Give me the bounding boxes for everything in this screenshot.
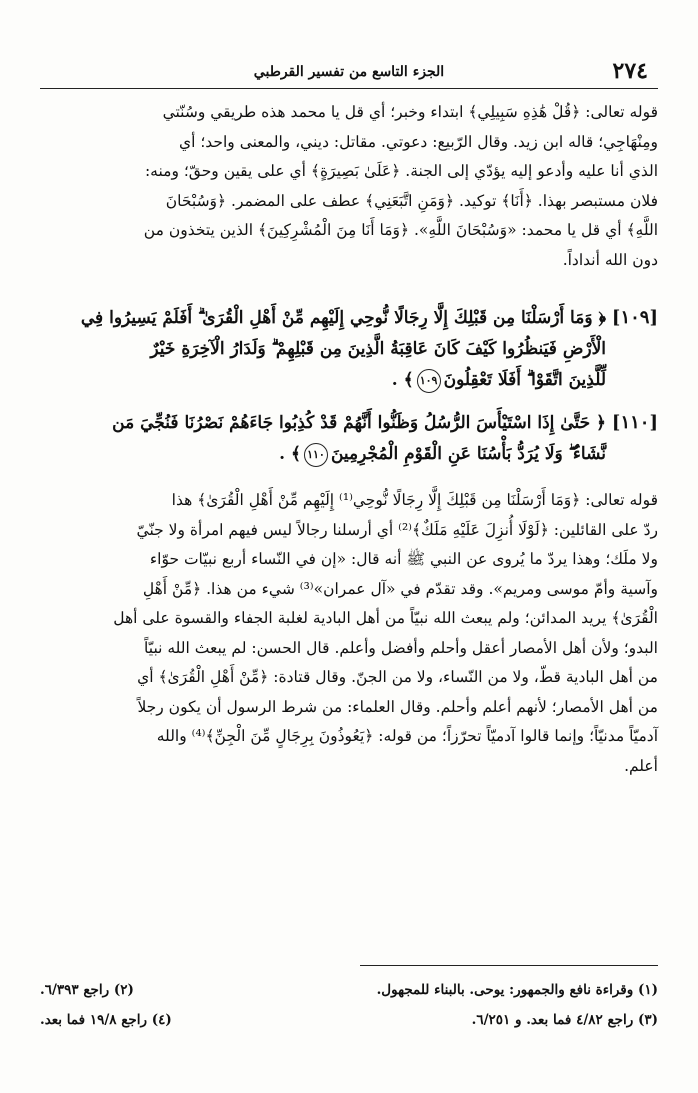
text-line: دون الله أنداداً.: [562, 250, 658, 269]
text-line: وآسية وأمّ موسى ومريم». وقد تقدّم في «آل عمران»⁽³⁾ شيء من هذا. ﴿مِّنْ أَهْلِ: [142, 579, 658, 598]
ayah-marker: ١٠٩: [417, 369, 441, 393]
footnote-2: (٢) راجع ٦/٣٩٣.: [40, 982, 134, 998]
verse-line: نَّشَاءُ ۖ وَلَا يُرَدُّ بَأْسُنَا عَنِ الْقَوْمِ الْمُجْرِمِينَ١١٠﴾ .: [40, 439, 606, 470]
ayah-marker: ١١٠: [304, 443, 328, 467]
verse-line: الْأَرْضِ فَيَنظُرُوا كَيْفَ كَانَ عَاقِبَةُ الَّذِينَ مِن قَبْلِهِمْ ۗ وَلَدَارُ الْآخِرَةِ خَيْرٌ: [150, 339, 606, 359]
text-line: ردّ على القائلين: ﴿لَوْلَا أُنزِلَ عَلَيْهِ مَلَكٌ﴾⁽²⁾ أي أرسلنا رجالاً ليس فيهم امرأة ولا جنّيّ: [136, 520, 658, 539]
text-line: قوله تعالى: ﴿قُلْ هَٰذِهِ سَبِيلِي﴾ ابتداء وخبر؛ أي قل يا محمد هذه طريقي وسُنّتي: [162, 103, 658, 121]
text-line: أعلم.: [624, 756, 658, 775]
text-line: ومِنْهَاجِي؛ قاله ابن زيد. وقال الرّبيع: دعوتي. مقاتل: ديني، والمعنى واحد؛ أي: [178, 132, 658, 151]
verse-109: [40, 303, 658, 396]
text-line: من أهل البادية قطّ، ولا من النّساء، ولا من الجنّ. وقال قتادة: ﴿مِّنْ أَهْلِ الْقُرَىٰ﴾ أي: [137, 668, 658, 686]
text-line: من أهل الأمصار؛ لأنهم أعلم وأحلم. وقال العلماء: من شرط الرسول أن يكون رجلاً: [137, 697, 658, 716]
text-line: اللَّهِ﴾ أي قل يا محمد: «وَسُبْحَانَ اللَّهِ». ﴿وَمَا أَنَا مِنَ الْمُشْرِكِينَ﴾ الذين يتخذون من: [143, 221, 658, 239]
page-number: ٢٧٤: [612, 58, 648, 84]
verse-110: [40, 408, 658, 470]
text-line: الذي أنا عليه وأدعو إليه يؤدّي إلى الجنة. ﴿عَلَىٰ بَصِيرَةٍ﴾ أي على يقين وحقّ؛ ومنه:: [144, 162, 658, 180]
verse-number: [١١٠]: [611, 412, 658, 433]
verse-line: ﴿ حَتَّىٰ إِذَا اسْتَيْأَسَ الرُّسُلُ وَظَنُّوا أَنَّهُمْ قَدْ كُذِبُوا جَاءَهُمْ نَصْرُنَا فَنُجِّيَ مَن: [112, 413, 606, 433]
footnote-1: (١) وقراءة نافع والجمهور: يوحى. بالبناء للمجهول.: [376, 982, 658, 998]
text-line: قوله تعالى: ﴿وَمَا أَرْسَلْنَا مِن قَبْلِكَ إِلَّا رِجَالًا نُّوحِي⁽¹⁾ إِلَيْهِم مِّنْ أَهْلِ الْقُرَىٰ﴾ هذا: [171, 491, 658, 509]
header-rule: [40, 88, 658, 89]
page-header: [40, 58, 658, 86]
running-title: الجزء التاسع من تفسير القرطبي: [253, 64, 445, 80]
text-line: فلان مستبصر بهذا. ﴿أَنَا﴾ توكيد. ﴿وَمَنِ اتَّبَعَنِي﴾ عطف على المضمر. ﴿وَسُبْحَانَ: [165, 191, 658, 210]
commentary-paragraph-1: [40, 98, 658, 275]
footnote-rule: [360, 965, 658, 966]
verse-text: لِّلَّذِينَ اتَّقَوْا ۗ أَفَلَا تَعْقِلُونَ: [443, 370, 606, 390]
text-line: آدميّاً مدنيّاً؛ وإنما قالوا آدميّاً تحرّزاً؛ من قوله: ﴿يَعُوذُونَ بِرِجَالٍ مِّنَ الْجِنِّ﴾⁽⁴⁾ والله: [156, 727, 658, 745]
text-line: البدو؛ ولأن أهل الأمصار أعقل وأحلم وأفضل وأعلم. قال الحسن: لم يبعث الله نبيّاً: [144, 638, 658, 657]
footnote-4: (٤) راجع ١٩/٨ فما بعد.: [40, 1012, 172, 1028]
footnote-3: (٣) راجع ٤/٨٢ فما بعد. و ٦/٢٥١.: [471, 1012, 658, 1028]
verse-line: لِّلَّذِينَ اتَّقَوْا ۗ أَفَلَا تَعْقِلُونَ١٠٩﴾ .: [40, 365, 606, 396]
text-line: الْقُرَىٰ﴾ يريد المدائن؛ ولم يبعث الله نبيّاً من أهل البادية لغلبة الجفاء والقسوة على أهل: [113, 609, 658, 627]
footnote-row: [40, 1005, 658, 1035]
page-body: [40, 98, 658, 781]
commentary-paragraph-2: [40, 486, 658, 781]
verse-number: [١٠٩]: [611, 307, 658, 328]
verse-text: نَّشَاءُ ۖ وَلَا يُرَدُّ بَأْسُنَا عَنِ الْقَوْمِ الْمُجْرِمِينَ: [330, 444, 606, 464]
footnotes: [40, 975, 658, 1035]
footnote-row: [40, 975, 658, 1005]
text-line: ولا ملَك؛ وهذا يردّ ما يُروى عن النبي ﷺ أنه قال: «إن في النّساء أربع نبيّات حوّاء: [149, 550, 658, 568]
verse-line: ﴿ وَمَا أَرْسَلْنَا مِن قَبْلِكَ إِلَّا رِجَالًا نُّوحِي إِلَيْهِم مِّنْ أَهْلِ الْقُرَىٰ ۗ أَفَلَمْ يَسِيرُوا فِي: [80, 308, 606, 328]
